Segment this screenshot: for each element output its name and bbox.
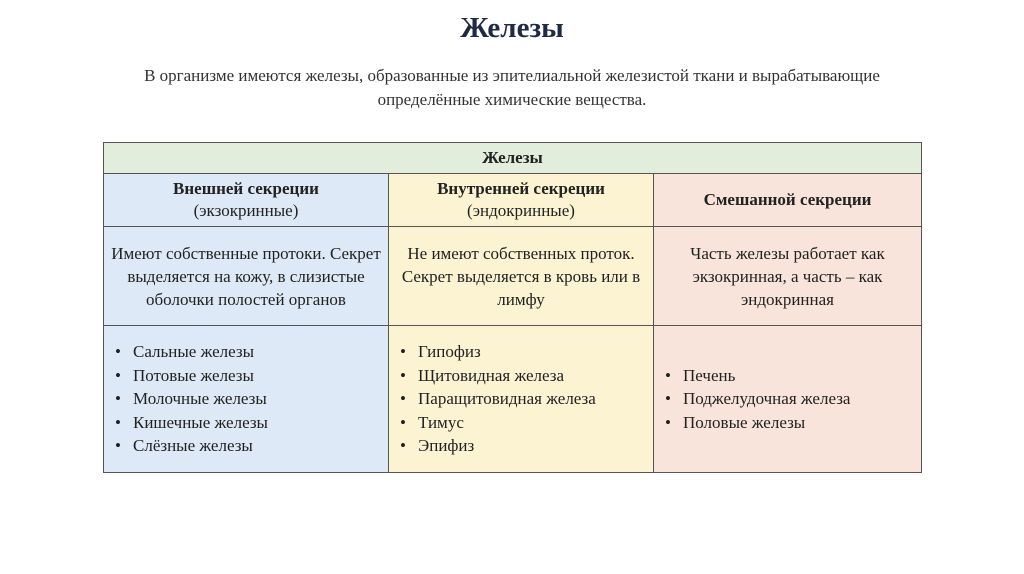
list-item: • Щитовидная железа — [397, 364, 647, 388]
gland-list — [104, 336, 388, 462]
column-subtitle: (экзокринные) — [193, 201, 299, 220]
list-item: • Слёзные железы — [112, 434, 382, 458]
table-header-row — [104, 143, 922, 174]
examples-mixed — [654, 326, 922, 473]
description-mixed: Часть железы работает как экзокринная, а часть – как эндокринная — [654, 227, 922, 326]
list-item: • Паращитовидная железа — [397, 387, 647, 411]
column-title: Смешанной секреции — [703, 190, 872, 209]
list-item: • Молочные железы — [112, 387, 382, 411]
examples-exocrine — [104, 326, 389, 473]
column-header-endocrine — [389, 174, 654, 227]
description-row — [104, 227, 922, 326]
column-subtitle: (эндокринные) — [467, 201, 575, 220]
list-item: • Половые железы — [662, 411, 915, 435]
page-title: Железы — [460, 12, 564, 44]
column-title: Внешней секреции — [173, 179, 319, 198]
glands-table — [103, 142, 922, 473]
list-item: • Тимус — [397, 411, 647, 435]
intro-text: В организме имеются железы, образованные из эпителиальной железистой ткани и вырабатывающие определённые химические вещества. — [144, 66, 880, 109]
gland-list — [654, 360, 921, 439]
description-exocrine: Имеют собственные протоки. Секрет выделяется на кожу, в слизистые оболочки полостей органов — [104, 227, 389, 326]
list-item: • Гипофиз — [397, 340, 647, 364]
column-header-row — [104, 174, 922, 227]
list-item: • Сальные железы — [112, 340, 382, 364]
examples-endocrine — [389, 326, 654, 473]
description-endocrine: Не имеют собственных проток. Секрет выделяется в кровь или в лимфу — [389, 227, 654, 326]
list-item: • Печень — [662, 364, 915, 388]
examples-row — [104, 326, 922, 473]
column-header-exocrine — [104, 174, 389, 227]
column-header-mixed — [654, 174, 922, 227]
list-item: • Кишечные железы — [112, 411, 382, 435]
column-title: Внутренней секреции — [437, 179, 605, 198]
gland-list — [389, 336, 653, 462]
list-item: • Поджелудочная железа — [662, 387, 915, 411]
table-header: Железы — [104, 143, 922, 174]
list-item: • Эпифиз — [397, 434, 647, 458]
list-item: • Потовые железы — [112, 364, 382, 388]
